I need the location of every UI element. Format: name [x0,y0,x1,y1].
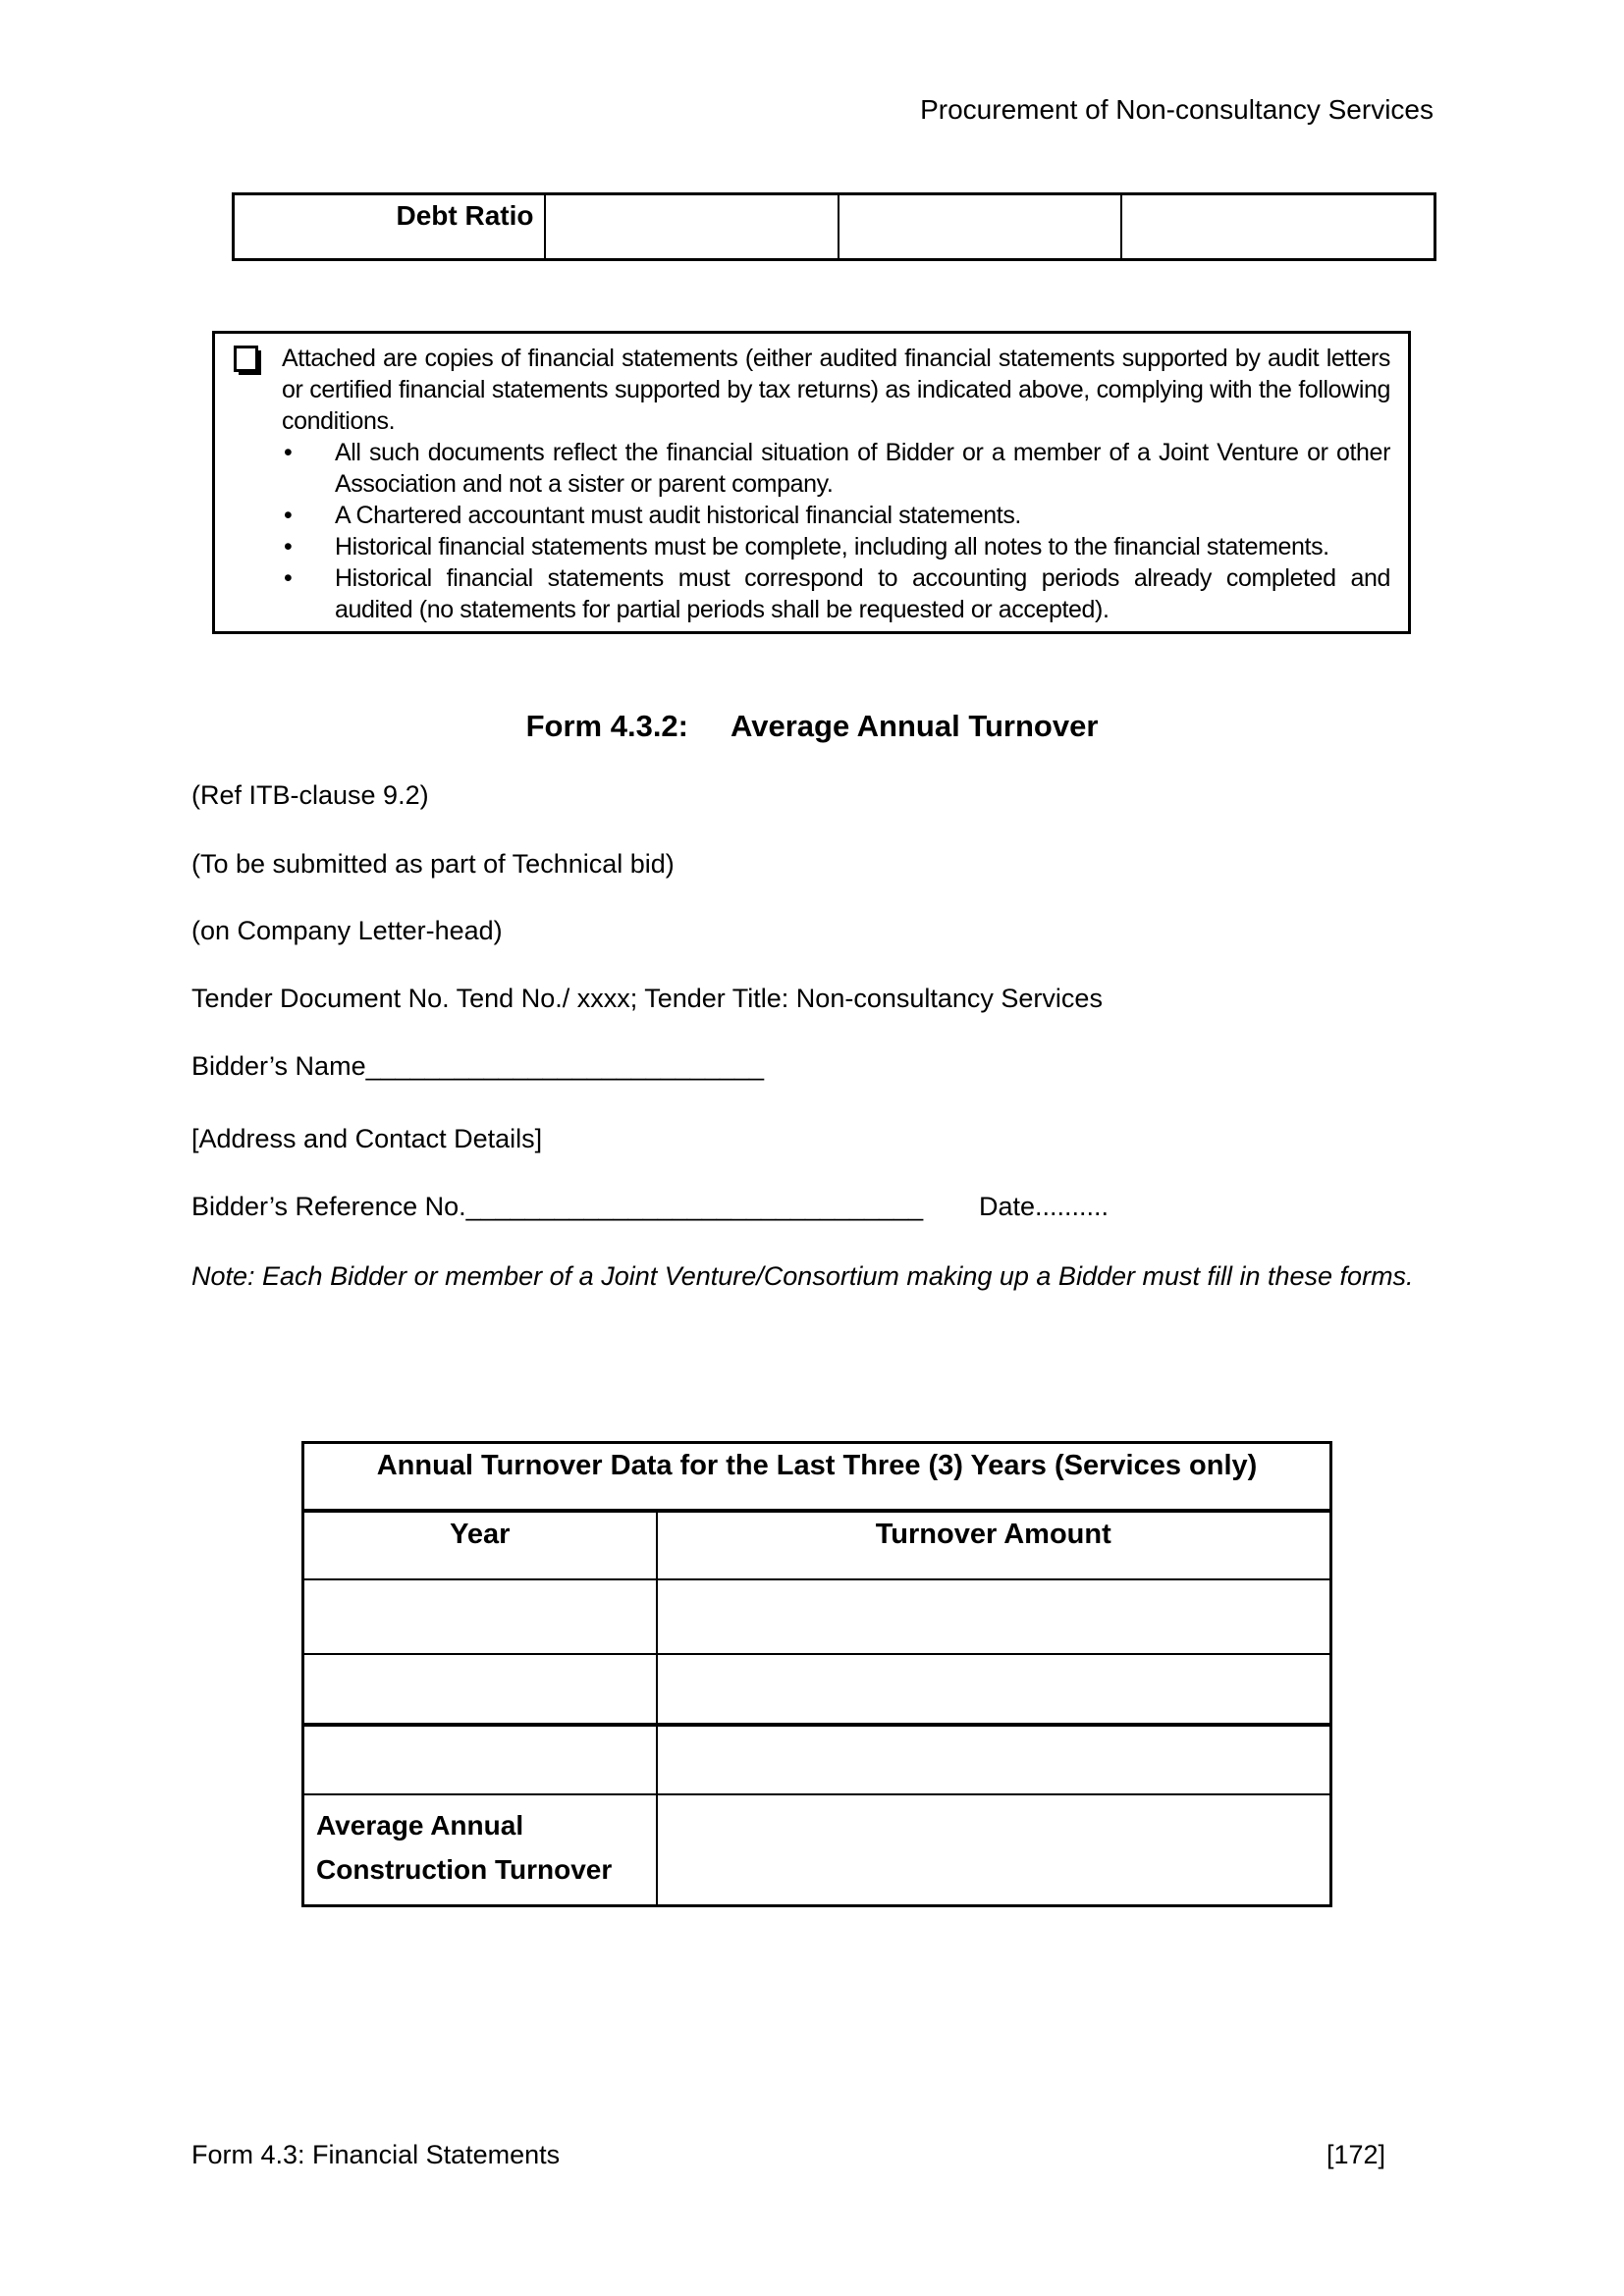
bullet-icon: • [284,564,293,592]
turnover-data-row [303,1654,1331,1725]
ref-clause-line: (Ref ITB-clause 9.2) [191,780,429,810]
tender-document-line: Tender Document No. Tend No./ xxxx; Tender Title: Non-consultancy Services [191,984,1103,1013]
debt-ratio-table [232,192,1436,261]
reference-blank[interactable]: _______________________________ [465,1192,924,1221]
form-heading [0,709,1624,744]
turnover-data-row [303,1725,1331,1794]
turnover-amount-cell[interactable] [657,1579,1331,1654]
bullet-icon: • [284,439,293,466]
turnover-table-title: Annual Turnover Data for the Last Three (3) Years (Services only) [303,1443,1331,1511]
bullet-icon: • [284,502,293,529]
debt-ratio-row [234,194,1435,260]
financial-statements-conditions-box [212,331,1411,634]
bullet-icon: • [284,533,293,561]
year-cell[interactable] [303,1725,657,1794]
submission-note-line: (To be submitted as part of Technical bid) [191,849,675,879]
conditions-intro [282,343,1390,437]
ballot-box-icon [234,346,258,372]
turnover-data-row [303,1579,1331,1654]
form-heading-number: Form 4.3.2: [525,709,688,743]
footer-form-title: Form 4.3: Financial Statements [191,2140,561,2169]
debt-ratio-value-cell[interactable] [839,194,1121,260]
bidder-name-blank[interactable]: ___________________________ [365,1051,765,1081]
condition-bullet-text: A Chartered accountant must audit historical financial statements. [335,502,1021,529]
letterhead-note-line: (on Company Letter-head) [191,916,503,945]
condition-bullet [278,500,1390,531]
year-cell[interactable] [303,1654,657,1725]
bidder-name-line [191,1051,1434,1082]
form-heading-title: Average Annual Turnover [731,709,1099,743]
address-line: [Address and Contact Details] [191,1124,543,1153]
year-column-header: Year [303,1511,657,1579]
average-annual-turnover-label: Average Annual Construction Turnover [303,1794,657,1906]
annual-turnover-table [301,1441,1332,1907]
condition-bullet-text: Historical financial statements must be complete, including all notes to the financial statements. [335,533,1329,561]
turnover-header-row [303,1511,1331,1579]
condition-bullet [278,531,1390,562]
footer-page-number: [172] [1326,2140,1386,2169]
conditions-intro-text: Attached are copies of financial statements (either audited financial statements supported by audit letters or certified financial statements supported by tax returns) as indicated above, complying with the following conditions. [282,345,1390,435]
condition-bullet-text: All such documents reflect the financial situation of Bidder or a member of a Joint Venture or other Association and not a sister or parent company. [335,439,1390,498]
average-annual-turnover-value-cell[interactable] [657,1794,1331,1906]
year-cell[interactable] [303,1579,657,1654]
turnover-summary-row [303,1794,1331,1906]
turnover-amount-cell[interactable] [657,1654,1331,1725]
condition-bullet-text: Historical financial statements must correspond to accounting periods already completed and audited (no statements for partial periods shall be requested or accepted). [335,564,1390,623]
page-header: Procurement of Non-consultancy Services [920,94,1434,125]
joint-venture-note: Note: Each Bidder or member of a Joint Venture/Consortium making up a Bidder must fill in these forms. [191,1261,1414,1291]
reference-label: Bidder’s Reference No. [191,1192,466,1221]
reference-line [191,1192,1434,1222]
turnover-amount-cell[interactable] [657,1725,1331,1794]
debt-ratio-value-cell[interactable] [545,194,839,260]
turnover-title-row [303,1443,1331,1511]
bidder-name-label: Bidder’s Name [191,1051,366,1081]
debt-ratio-value-cell[interactable] [1121,194,1435,260]
condition-bullet [278,562,1390,625]
debt-ratio-label: Debt Ratio [234,194,545,260]
condition-bullet [278,437,1390,500]
turnover-amount-column-header: Turnover Amount [657,1511,1331,1579]
date-field[interactable]: Date.......... [979,1192,1110,1221]
